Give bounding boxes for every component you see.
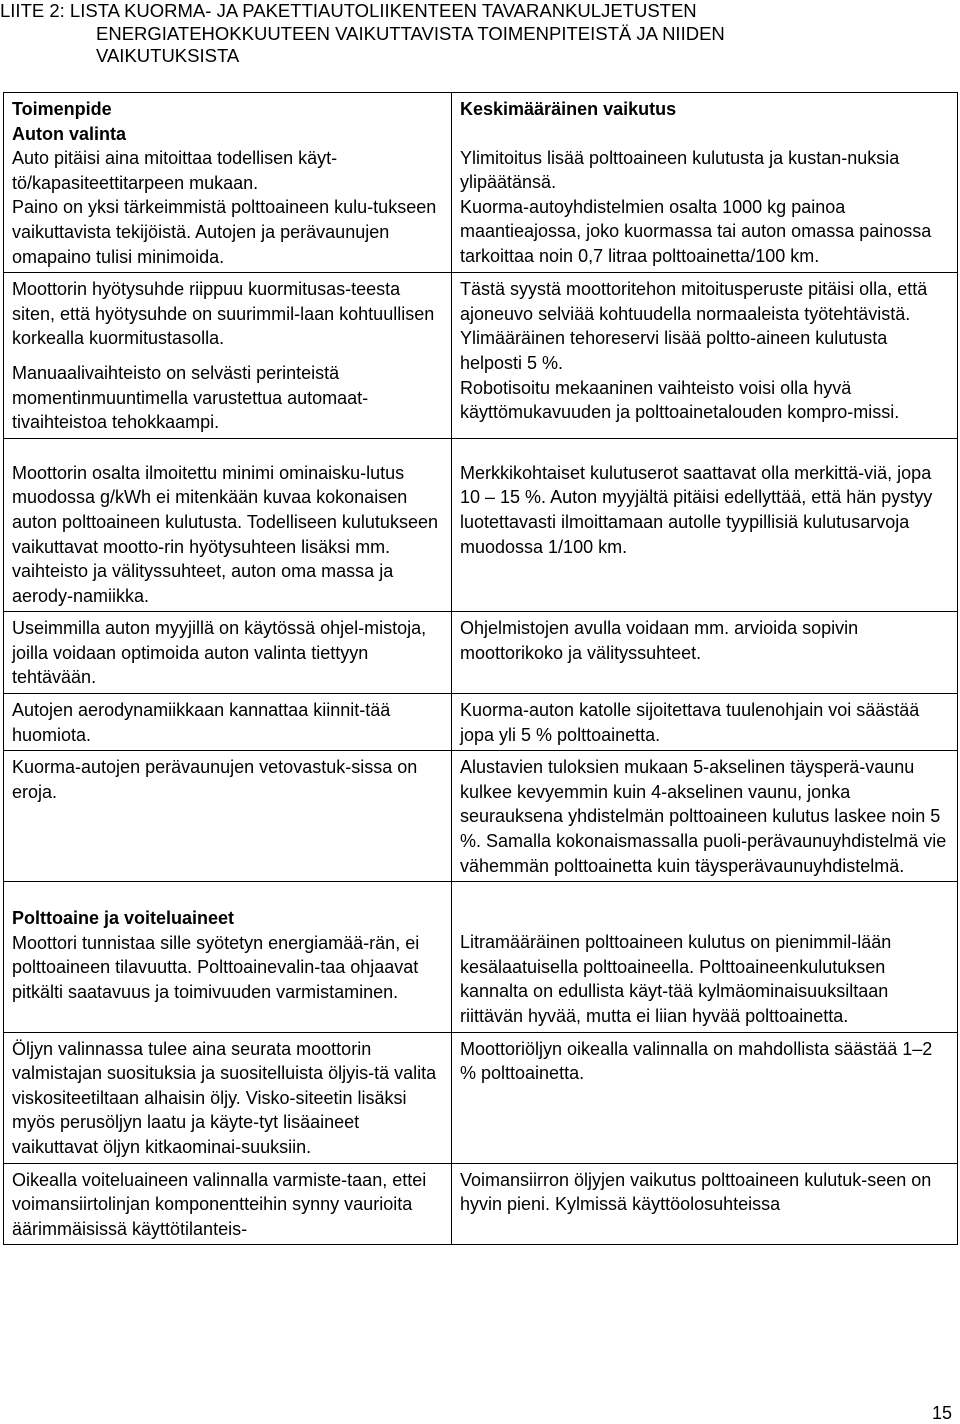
section-title-car-selection: Auton valinta <box>12 123 127 144</box>
table-cell: Voimansiirron öljyjen vaikutus polttoaineen kulutuk-seen on hyvin pieni. Kylmissä käyttöolosuhteissa <box>460 1169 932 1215</box>
table-row <box>4 751 958 882</box>
table-cell: Manuaalivaihteisto on selvästi perinteistä momentinmuuntimella varustettua automaat-tivaihteistoa tehokkaampi. <box>12 362 369 433</box>
table-cell: Ohjelmistojen avulla voidaan mm. arvioida sopivin moottorikoko ja välityssuhteet. <box>460 618 859 663</box>
table-cell: Auto pitäisi aina mitoittaa todellisen käyt-tö/kapasiteettitarpeen mukaan. <box>12 148 338 193</box>
heading-line-2: ENERGIATEHOKKUUTEEN VAIKUTTAVISTA TOIMENPITEISTÄ JA NIIDEN <box>96 22 725 44</box>
table-cell: Oikealla voiteluaineen valinnalla varmiste-taan, ettei voimansiirtolinjan komponentteihin synny vaurioita äärimmäisissä käyttötilanteis- <box>12 1169 427 1239</box>
table-cell: Paino on yksi tärkeimmistä polttoaineen kulu-tukseen vaikuttavista tekijöistä. Autojen ja perävaunujen omapaino tulisi minimoida. <box>12 197 437 267</box>
table-cell: Autojen aerodynamiikkaan kannattaa kiinnit-tää huomiota. <box>12 700 391 745</box>
table-row <box>4 882 958 1032</box>
table-cell: Litramääräinen polttoaineen kulutus on pienimmil-lään kesälaatuisella polttoaineella. Polttoaineenkulutuksen kannalta on edullista käyt-tää kylmäominaisuuksiltaan riittävän hyvää, mutta ei liian hyvää polttoainetta. <box>460 932 892 1026</box>
heading-line-3: VAIKUTUKSISTA <box>96 45 240 66</box>
table-row <box>4 694 958 751</box>
table-cell: Kuorma-auton katolle sijoitettava tuulenohjain voi säästää jopa yli 5 % polttoainetta. <box>460 700 920 745</box>
section-title-fuel: Polttoaine ja voiteluaineet <box>12 908 235 929</box>
table-cell: Useimmilla auton myyjillä on käytössä ohjel-mistoja, joilla voidaan optimoida auton valinta tiettyyn tehtävään. <box>12 618 427 688</box>
heading-line-1: LISTA KUORMA- JA PAKETTIAUTOLIIKENTEEN TAVARANKULJETUSTEN <box>69 0 697 21</box>
table-cell: Ylimitoitus lisää polttoaineen kulutusta ja kustan-nuksia ylipäätänsä. <box>460 147 900 193</box>
table-cell: Kuorma-autojen perävaunujen vetovastuk-sissa on eroja. <box>12 757 418 802</box>
column-header-measure: Toimenpide <box>12 99 112 119</box>
column-header-effect: Keskimääräinen vaikutus <box>460 99 677 119</box>
table-cell: Moottori tunnistaa sille syötetyn energiamää-rän, ei polttoaineen tilavuutta. Polttoainevalin-taa ohjaavat pitkälti saatavuus ja toimivuuden varmistaminen. <box>12 932 420 1002</box>
table-row <box>4 273 958 439</box>
table-cell: Robotisoitu mekaaninen vaihteisto voisi olla hyvä käyttömukavuuden ja polttoainetalouden kompro-missi. <box>460 377 900 423</box>
measures-table <box>3 92 958 1245</box>
table-cell: Tästä syystä moottoritehon mitoitusperuste pitäisi olla, että ajoneuvo selviää kohtuudella normaaleista työtehtävistä. Ylimääräinen tehoreservi lisää poltto-aineen kulutusta helposti 5 %. <box>460 279 928 373</box>
page-number: 15 <box>931 1403 952 1423</box>
table-row <box>4 612 958 694</box>
table-cell: Moottorin osalta ilmoitettu minimi ominaisku-lutus muodossa g/kWh ei mitenkään kuvaa kokonaisen auton polttoaineen kulutusta. Todelliseen kulutukseen vaikuttavat mootto-rin hyötysuhteen lisäksi mm. vaihteisto ja välityssuhteet, auton oma massa ja aerody-namiikka. <box>12 462 438 606</box>
table-row <box>4 438 958 612</box>
table-cell: Kuorma-autoyhdistelmien osalta 1000 kg painoa maantieajossa, joko kuormassa tai auton omassa painossa tarkoittaa noin 0,7 litraa polttoainetta/100 km. <box>460 196 932 266</box>
table-row <box>4 1163 958 1245</box>
table-header-row <box>4 93 958 273</box>
table-cell: Moottorin hyötysuhde riippuu kuormitusas-teesta siten, että hyötysuhde on suurimmil-laan kohtuullisen korkealla kuormitustasolla. <box>12 279 435 349</box>
table-cell: Alustavien tuloksien mukaan 5-akselinen täysperä-vaunu kulkee kevyemmin kuin 4-akselinen vaunu, jonka seurauksena yhdistelmän polttoaineen kulutus laskee noin 5 %. Samalla kokonaismassalla puoli-perävaunuyhdistelmä vie vähemmän polttoainetta kuin täysperävaunuyhdistelmä. <box>460 757 947 876</box>
document-heading <box>0 0 958 68</box>
table-cell: Öljyn valinnassa tulee aina seurata moottorin valmistajan suosituksia ja suositelluista öljyis-tä valita viskositeetiltaan alhaisin öljy. Visko-siteetin lisäksi myös perusöljyn laatu ja käyte-tyt lisäaineet vaikuttavat öljyn kitkaominai-suuksiin. <box>12 1038 437 1157</box>
table-cell: Moottoriöljyn oikealla valinnalla on mahdollista säästää 1–2 % polttoainetta. <box>460 1038 933 1084</box>
table-row <box>4 1032 958 1163</box>
table-cell: Merkkikohtaiset kulutuserot saattavat olla merkittä-viä, jopa 10 – 15 %. Auton myyjältä pitäisi edellyttää, että hän pystyy luotettavasti ilmoittamaan autolle tyypillisiä kulutusarvoja muodossa 1/100 km. <box>460 462 933 557</box>
appendix-label: LIITE 2: <box>0 0 65 21</box>
